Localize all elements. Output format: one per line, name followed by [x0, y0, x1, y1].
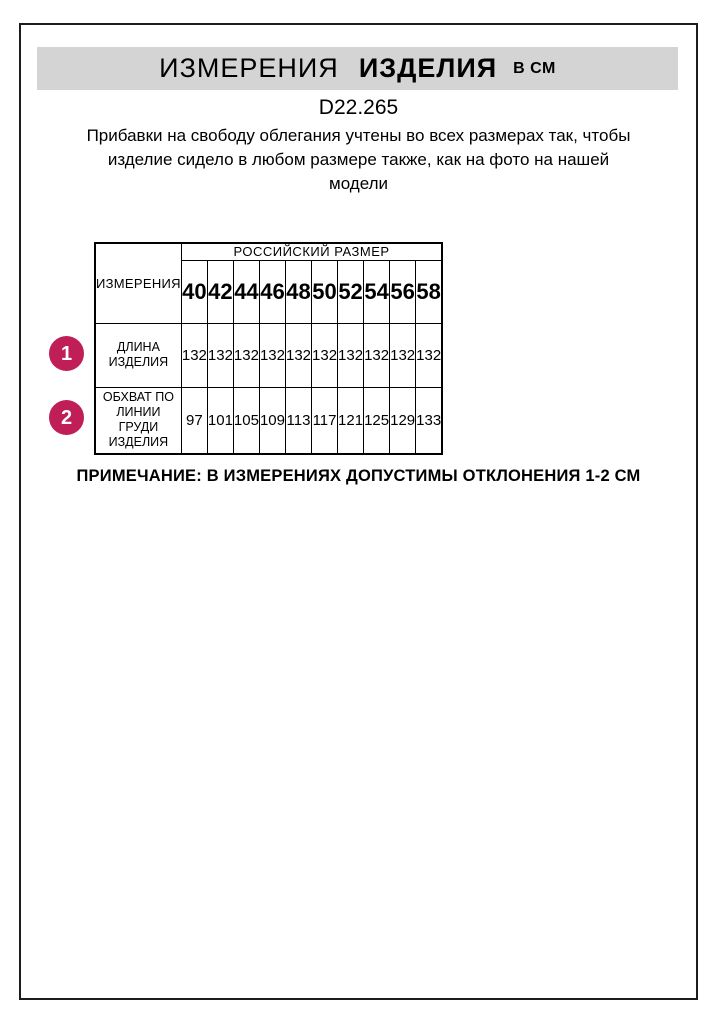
title-word-product: ИЗДЕЛИЯ [358, 53, 498, 83]
size-column-header: 54 [364, 260, 390, 323]
size-column-header: 40 [181, 260, 207, 323]
measurement-row [95, 323, 442, 387]
title-unit-cm: В СМ [513, 59, 556, 77]
measurement-value: 132 [285, 323, 311, 387]
measurement-row [95, 387, 442, 454]
measurements-corner-label: ИЗМЕРЕНИЯ [95, 243, 181, 323]
title-word-measurements: ИЗМЕРЕНИЯ [159, 53, 339, 83]
measurement-value: 132 [312, 323, 338, 387]
measurement-value: 133 [416, 387, 443, 454]
measurement-value: 125 [364, 387, 390, 454]
description-wrap [19, 124, 698, 196]
group-header-row [95, 243, 442, 260]
measurement-value: 132 [390, 323, 416, 387]
measurement-value: 117 [312, 387, 338, 454]
measurement-value: 97 [181, 387, 207, 454]
measurement-value: 113 [285, 387, 311, 454]
note-text: ПРИМЕЧАНИЕ: В ИЗМЕРЕНИЯХ ДОПУСТИМЫ ОТКЛОНЕНИЯ 1-2 СМ [76, 467, 641, 485]
row-badge-1: 1 [49, 336, 84, 371]
measurement-value: 129 [390, 387, 416, 454]
measurement-label: ОБХВАТ ПО ЛИНИИ ГРУДИ ИЗДЕЛИЯ [95, 387, 181, 454]
measurement-value: 132 [207, 323, 233, 387]
measurement-value: 101 [207, 387, 233, 454]
size-column-header: 58 [416, 260, 443, 323]
description-text: Прибавки на свободу облегания учтены во всех размерах так, чтобы изделие сидело в любом размере также, как на фото на нашей модели [86, 126, 631, 193]
size-column-header: 50 [312, 260, 338, 323]
measurement-value: 105 [233, 387, 259, 454]
title-bar [37, 47, 678, 90]
model-code: D22.265 [318, 96, 399, 119]
row-badge-2: 2 [49, 400, 84, 435]
size-column-header: 44 [233, 260, 259, 323]
measurement-value: 132 [259, 323, 285, 387]
russian-size-group-header: РОССИЙСКИЙ РАЗМЕР [181, 243, 442, 260]
measurement-value: 132 [416, 323, 443, 387]
measurement-value: 121 [338, 387, 364, 454]
size-column-header: 56 [390, 260, 416, 323]
size-column-header: 52 [338, 260, 364, 323]
measurement-value: 132 [338, 323, 364, 387]
measurement-value: 109 [259, 387, 285, 454]
measurement-value: 132 [233, 323, 259, 387]
size-column-header: 46 [259, 260, 285, 323]
measurement-value: 132 [364, 323, 390, 387]
size-table [94, 242, 443, 455]
size-column-header: 48 [285, 260, 311, 323]
measurement-label: ДЛИНА ИЗДЕЛИЯ [95, 323, 181, 387]
size-column-header: 42 [207, 260, 233, 323]
measurement-value: 132 [181, 323, 207, 387]
